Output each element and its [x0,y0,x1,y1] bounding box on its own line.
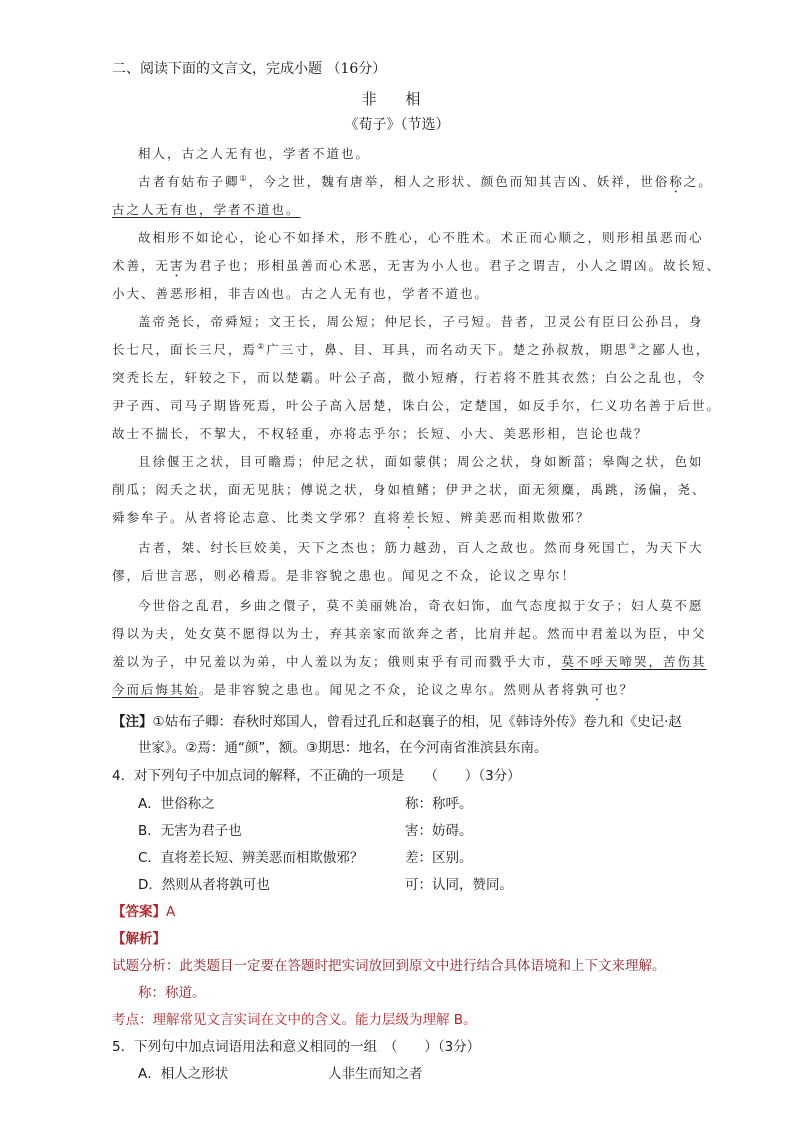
passage-p6-line2: 僇，后世言恶，则必稽焉。是非容貌之患也。闻见之不众，论议之卑尔！ [112,568,577,583]
text: 广三寸，鼻、目、耳具，而名动天下。楚之孙叔敖，期思 [266,342,629,357]
section-heading: 二、阅读下面的文言文，完成小题 （16分） [112,61,387,77]
kaodian-line: 考点：理解常见文言实词在文中的含义。能力层级为理解 B。 [112,1012,477,1028]
q4-option-b-gloss: 害：妨碍。 [405,823,473,839]
passage-p4-line3: 突秃长左，轩较之下，而以楚霸。叶公子高，微小短瘠，行若将不胜其衣然；白公之乱也，令 [112,370,707,385]
text: 古者有姑布子卿 [138,174,240,189]
passage-p5-line2: 削瓜；闳夭之状，面无见肤；傅说之状，身如植鳍；伊尹之状，面无须麋，禹跳，汤偏，尧、 [112,482,707,497]
q4-option-a-gloss: 称：称呼。 [405,796,473,812]
q5-option-a: A．相人之形状 [138,1066,229,1082]
passage-p7-line4 [112,680,634,704]
text: 羞以为子，中兄羞以为弟，中人羞以为友；俄则束乎有司而戮乎大市， [112,654,562,669]
passage-p4-line2 [112,340,710,358]
footnote-ref: ② [257,341,267,351]
text: 长短、辨美恶而相欺傲邪？ [416,510,591,525]
notes-line2: 世家》。②焉：通“颜”，额。③期思：地名，在今河南省淮滨县东南。 [138,740,548,756]
footnote-ref: ① [239,173,249,183]
passage-p7-line1: 今世俗之乱君，乡曲之儇子，莫不美丽姚冶，奇衣妇饰，血气态度拟于女子；妇人莫不愿 [138,598,704,613]
q4-option-d-gloss: 可：认同，赞同。 [405,877,513,893]
passage-p5-line3 [112,508,591,532]
text: 舜参牟子。从者将论志意、比类文学邪？直将 [112,510,403,525]
notes-label: 【注】 [112,714,153,730]
question-5: 5．下列句中加点词语用法和意义相同的一组 （ ）（3分） [112,1039,481,1055]
footnote-ref: ③ [628,341,638,351]
passage-title: 非 相 [361,90,433,108]
passage-p4-line5: 故士不揣长，不挈大，不权轻重，亦将志乎尔；长短、小大、美恶形相，岂论也哉？ [112,426,649,441]
q4-option-c: C．直将差长短、辨美恶而相欺傲邪？ [138,850,364,866]
text: 长七尺，面长三尺，焉 [112,342,258,357]
passage-p3-line1: 故相形不如论心，论心不如择术，形不胜心，心不胜术。术正而心顺之，则形相虽恶而心 [138,230,704,245]
underlined-text: 莫不呼天啼哭，苦伤其 [561,654,707,669]
passage-p4-line4: 尹子西、司马子期皆死焉，叶公子高入居楚，诛白公，定楚国，如反手尔，仁义功名善于后世。 [112,398,722,413]
passage-p4-line1: 盖帝尧长，帝舜短；文王长，周公短；仲尼长，子弓短。昔者，卫灵公有臣曰公孙吕，身 [138,314,704,329]
passage-p3-line3: 小大、善恶形相，非吉凶也。古之人无有也，学者不道也。 [112,286,490,301]
passage-p3-line2 [112,256,721,280]
analysis-label: 【解析】 [112,931,166,947]
q4-option-b: B．无害为君子也 [138,823,242,839]
q5-option-a-right: 人非生而知之者 [328,1066,423,1082]
analysis-text: 试题分析：此类题目一定要在答题时把实词放回到原文中进行结合具体语境和上下文来理解。 [112,958,666,974]
dotted-word: 可 [590,682,606,697]
q4-option-a: A．世俗称之 [138,796,215,812]
passage-p2-line2-underlined: 古之人无有也，学者不道也。 [112,202,301,217]
text: 。是非容貌之患也。闻见之不众，论议之卑尔。然则从者将孰 [199,682,591,697]
text: ，今之世，魏有唐举，相人之形状、颜色而知其吉凶、妖祥，世俗 [248,174,670,189]
text: 之。 [683,174,713,189]
q4-option-c-gloss: 差：区别。 [405,850,473,866]
passage-subtitle: 《荀子》（节选） [344,117,450,133]
answer-value: A [166,904,176,920]
text: 也？ [605,682,635,697]
answer-label: 【答案】 [112,904,166,920]
passage-p2-line1 [138,172,713,196]
notes-line1 [112,710,682,730]
text: 术善，无 [112,258,171,273]
answer-line [112,900,175,920]
dotted-word: 称 [669,174,684,189]
analysis-detail: 称：称道。 [138,985,206,1001]
passage-p6-line1: 古者，桀、纣长巨姣美，天下之杰也；筋力越劲，百人之敌也。然而身死国亡，为天下大 [138,540,704,555]
text: ①姑布子卿：春秋时郑国人，曾看过孔丘和赵襄子的相，见《韩诗外传》卷九和《史记·赵 [152,714,682,730]
passage-p7-line3 [112,652,707,670]
dotted-word: 害 [170,258,185,273]
question-4: 4．对下列句子中加点词的解释，不正确的一项是 （ ）（3分） [112,768,521,784]
underlined-text: 今而后悔其始 [112,682,200,697]
q4-option-d: D．然则从者将孰可也 [138,877,270,893]
passage-p1: 相人，古之人无有也，学者不道也。 [138,146,371,161]
text: 之鄙人也， [637,342,711,357]
passage-p7-line2: 得以为夫，处女莫不愿得以为士，弃其亲家而欲奔之者，比肩并起。然而中君羞以为臣，中父 [112,626,707,641]
passage-p5-line1: 且徐偃王之状，目可瞻焉；仲尼之状，面如蒙倛；周公之状，身如断菑；皋陶之状，色如 [138,454,704,469]
text: 为君子也；形相虽善而心术恶，无害为小人也。君子之谓吉，小人之谓凶。故长短、 [184,258,722,273]
dotted-word: 差 [402,510,417,525]
